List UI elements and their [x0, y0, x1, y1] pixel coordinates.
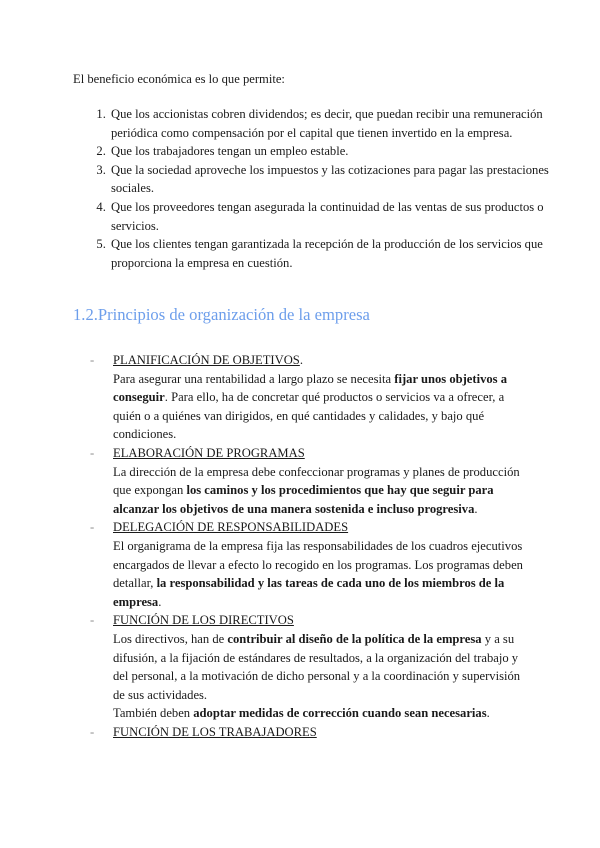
- principle-title-text: DELEGACIÓN DE RESPONSABILIDADES: [113, 520, 349, 535]
- bold-text: fijar unos objetivos a conseguir: [113, 371, 508, 405]
- body-text: y a su difusión, a la fijación de estándares de resultados, a la organización del trabajo y del personal, a la motivación de dicho personal y a la coordinación y supervisión de sus actividades.: [113, 631, 521, 702]
- body-text: Los directivos, han de: [113, 631, 228, 646]
- body-text: Para asegurar una rentabilidad a largo plazo se necesita: [113, 371, 395, 386]
- principles-list: [90, 351, 528, 741]
- benefits-list: [73, 105, 559, 272]
- principle-title-text: ELABORACIÓN DE PROGRAMAS: [113, 445, 305, 460]
- bold-text: adoptar medidas de corrección cuando sean necesarias: [193, 706, 487, 721]
- principle-extra: [113, 704, 528, 723]
- bullet-dash: -: [90, 353, 95, 367]
- body-text: También deben: [113, 706, 194, 721]
- principle-body: [113, 463, 528, 519]
- body-text: .: [158, 594, 162, 609]
- bullet-dash: -: [90, 445, 95, 460]
- principle-title: [113, 518, 528, 537]
- list-item: 2. Que los trabajadores tengan un empleo estable.: [109, 142, 559, 161]
- body-text: El organigrama de la empresa fija las responsabilidades de los cuadros ejecutivos encargados de llevar a efecto lo recogido en los programas. Los programas deben detallar,: [113, 538, 523, 591]
- bullet-dash: -: [90, 613, 95, 628]
- principle-item: [90, 518, 528, 611]
- principle-title-text: PLANIFICACIÓN DE OBJETIVOS: [113, 353, 300, 367]
- bold-text: contribuir al diseño de la política de la empresa: [227, 631, 482, 646]
- body-text: .: [474, 501, 478, 516]
- list-item: 4. Que los proveedores tengan asegurada la continuidad de las ventas de sus productos o servicios.: [109, 198, 559, 235]
- principle-title: [113, 351, 528, 370]
- body-text: . Para ello, ha de concretar qué productos o servicios va a ofrecer, a quién o a quiénes van dirigidos, en qué cantidades y calidades, y bajo qué condiciones.: [113, 390, 505, 442]
- list-item: 5. Que los clientes tengan garantizada la recepción de la producción de los servicios que proporciona la empresa en cuestión.: [109, 235, 559, 272]
- section-heading: 1.2.Principios de organización de la empresa: [73, 305, 370, 324]
- intro-text: El beneficio económica es lo que permite:: [73, 72, 285, 86]
- principle-item: [90, 723, 528, 742]
- list-item: 1. Que los accionistas cobren dividendos; es decir, que puedan recibir una remuneración periódica como compensación por el capital que tienen invertido en la empresa.: [109, 105, 559, 142]
- bold-text: los caminos y los procedimientos que hay que seguir para alcanzar los objetivos de una manera sostenida e incluso progresiva: [113, 483, 494, 516]
- principle-title: [113, 723, 528, 742]
- principle-item: [90, 444, 528, 518]
- principle-body: [113, 537, 528, 611]
- title-suffix: .: [299, 353, 303, 367]
- principle-item: [90, 351, 528, 444]
- list-item: 3. Que la sociedad aproveche los impuestos y las cotizaciones para pagar las prestaciones sociales.: [109, 161, 559, 198]
- principle-title-text: FUNCIÓN DE LOS TRABAJADORES: [113, 724, 317, 739]
- bullet-dash: -: [90, 520, 95, 535]
- principle-title: [113, 444, 528, 463]
- principle-body: [113, 370, 528, 444]
- principle-item: [90, 611, 528, 723]
- body-text: La dirección de la empresa debe confeccionar programas y planes de producción que expongan: [113, 464, 520, 498]
- bullet-dash: -: [90, 724, 95, 739]
- bold-text: la responsabilidad y las tareas de cada uno de los miembros de la empresa: [113, 576, 505, 609]
- principle-body: [113, 630, 528, 704]
- principle-title-text: FUNCIÓN DE LOS DIRECTIVOS: [113, 613, 294, 628]
- principle-title: [113, 611, 528, 630]
- body-text: .: [486, 706, 490, 721]
